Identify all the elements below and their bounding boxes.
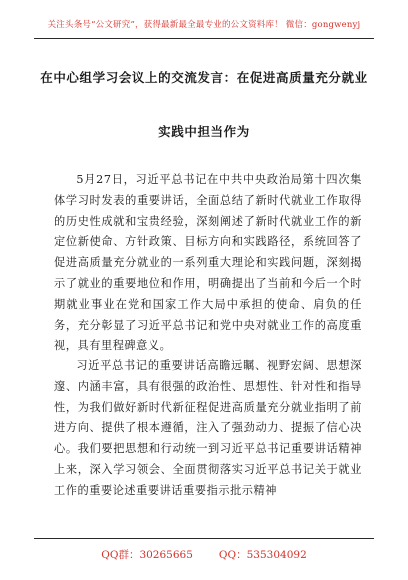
- page-footer: [0, 547, 408, 562]
- footer-qq-contact: QQ：535304092: [218, 549, 307, 561]
- page-header-notice: 关注头条号“公文研究”，获得最新最全最专业的公文资料库！ 微信：gongwenyj: [47, 20, 361, 30]
- document-title-line-1: 在中心组学习会议上的交流发言：在促进高质量充分就业: [40, 70, 368, 85]
- body-paragraph-2: 习近平总书记的重要讲话高瞻远瞩、视野宏阔、思想深邃、内涵丰富，具有很强的政治性、思想性、针对性和指导性，为我们做好新时代新征程促进高质量充分就业指明了前进方向、提供了根本遵循，注入了强劲动力、提振了信心决心。我们要把思想和行动统一到习近平总书记重要讲话精神上来，深入学习领会、全面贯彻落实习近平总书记关于就业工作的重要论述重要讲话重要指示批示精神: [54, 359, 362, 497]
- header-divider: [34, 38, 374, 39]
- footer-divider: [34, 538, 374, 539]
- document-title-line-2: 实践中担当作为: [158, 124, 250, 139]
- body-paragraph-1: 5月27日，习近平总书记在中共中央政治局第十四次集体学习时发表的重要讲话，全面总结了新时代就业工作取得的历史性成就和宝贵经验，深刻阐述了新时代就业工作的新定位新使命、方针政策、目标方向和实践路径，系统回答了促进高质量充分就业的一系列重大理论和实践问题，深刻揭示了就业的重要地位和作用，明确提出了当前和今后一个时期就业事业在党和国家工作大局中承担的使命、肩负的任务，充分彰显了习近平总书记和党中央对就业工作的高度重视，具有里程碑意义。: [54, 173, 362, 353]
- footer-qq-group: QQ群：30265665: [101, 549, 193, 561]
